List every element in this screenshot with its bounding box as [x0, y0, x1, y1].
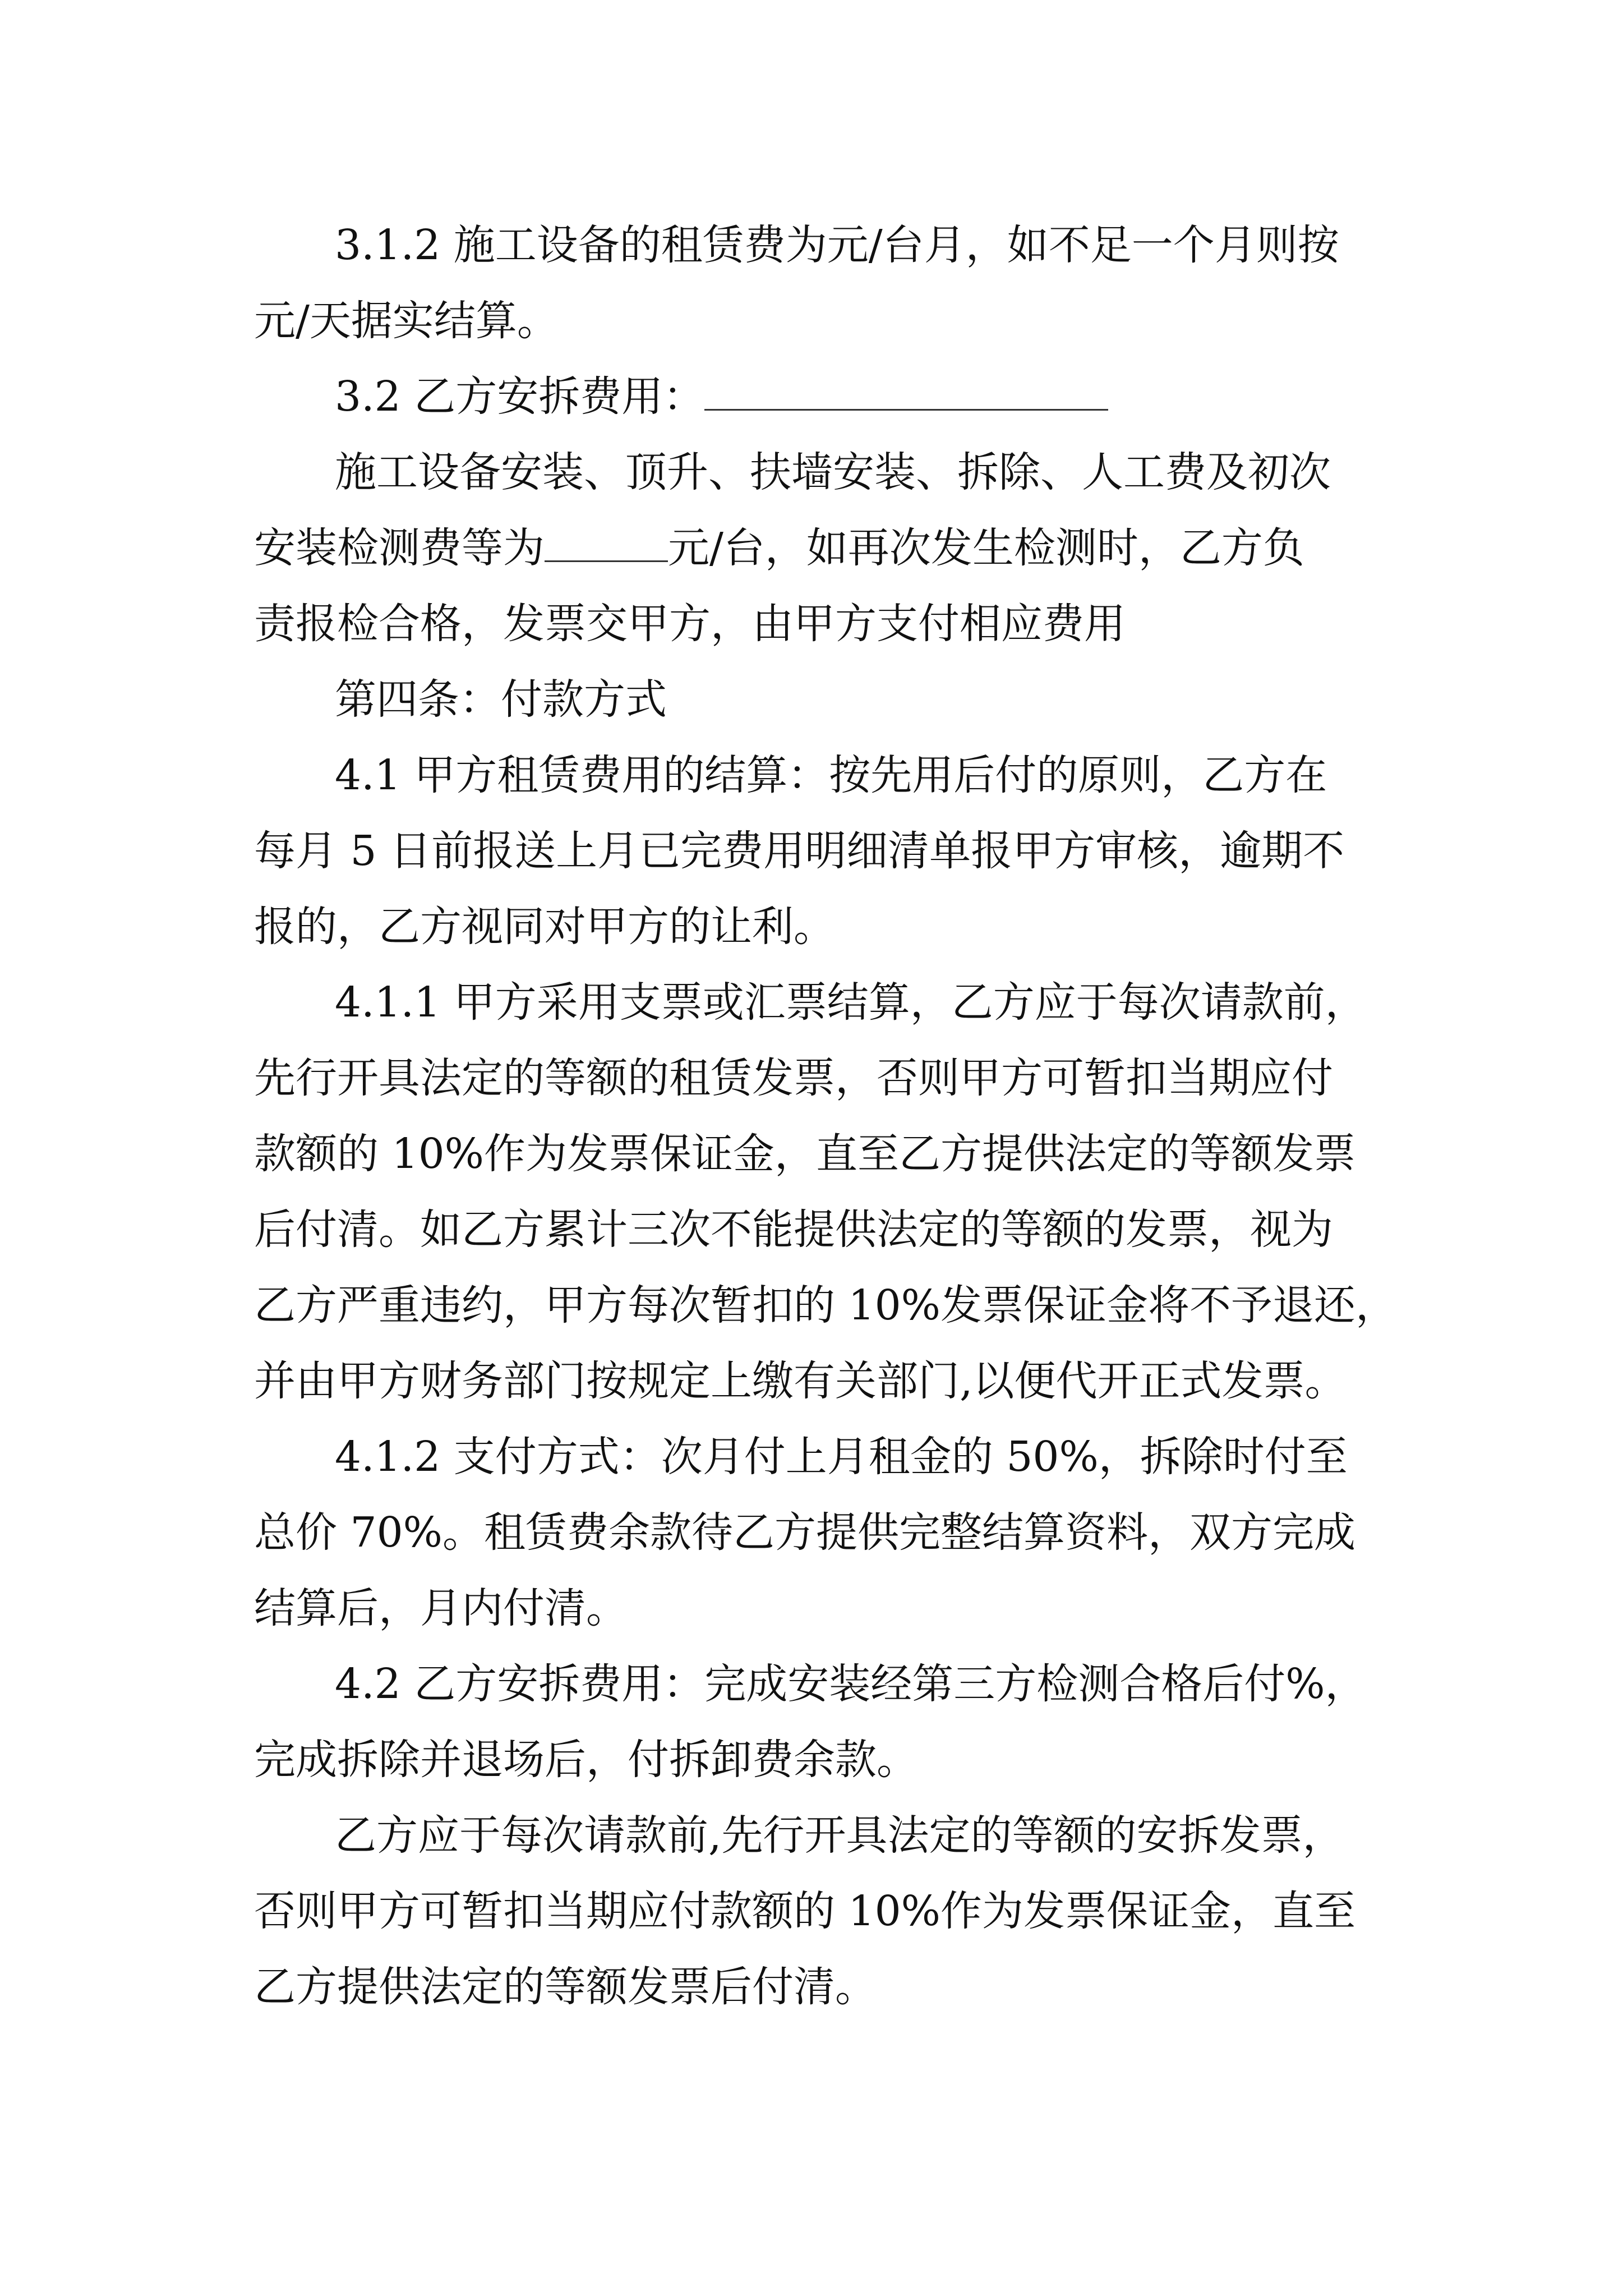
section-heading: 第四条：付款方式	[335, 675, 667, 724]
text-line: 结算后，月内付清。	[254, 1584, 628, 1632]
clause-heading: 3.2 乙方安拆费用：	[335, 372, 705, 421]
fill-in-blank	[704, 375, 1108, 411]
text-line: 施工设备安装、顶升、扶墙安装、拆除、人工费及初次	[335, 448, 1331, 496]
text-line: 先行开具法定的等额的租赁发票，否则甲方可暂扣当期应付	[254, 1054, 1333, 1102]
text-line: 元/天据实结算。	[254, 297, 559, 345]
fill-in-blank	[545, 527, 668, 562]
text-line: 乙方应于每次请款前,先行开具法定的等额的安拆发票，	[335, 1811, 1344, 1860]
text-line: 4.1 甲方租赁费用的结算：按先用后付的原则，乙方在	[335, 751, 1327, 799]
text-line: 乙方提供法定的等额发票后付清。	[254, 1963, 877, 2011]
text-line: 3.1.2 施工设备的租赁费为元/台月，如不足一个月则按	[335, 221, 1339, 269]
text-line: 4.1.1 甲方采用支票或汇票结算，乙方应于每次请款前，	[335, 978, 1367, 1027]
text-line: 4.2 乙方安拆费用：完成安装经第三方检测合格后付%，	[335, 1660, 1367, 1708]
text-line: 后付清。如乙方累计三次不能提供法定的等额的发票，视为	[254, 1205, 1333, 1254]
text-line: 每月 5 日前报送上月已完费用明细清单报甲方审核，逾期不	[254, 827, 1345, 875]
text-line: 报的，乙方视同对甲方的让利。	[254, 903, 835, 951]
text-line	[335, 371, 1108, 422]
text-line: 4.1.2 支付方式：次月付上月租金的 50%，拆除时付至	[335, 1433, 1348, 1481]
text-line: 否则甲方可暂扣当期应付款额的 10%作为发票保证金，直至	[254, 1887, 1355, 1935]
text-line: 完成拆除并退场后，付拆卸费余款。	[254, 1736, 918, 1784]
text-line: 乙方严重违约，甲方每次暂扣的 10%发票保证金将不予退还，	[254, 1281, 1397, 1329]
text-line: 总价 70%。租赁费余款待乙方提供完整结算资料，双方完成	[254, 1508, 1355, 1557]
text-segment: 元/台，如再次发生检测时，乙方负	[668, 524, 1304, 572]
text-line: 款额的 10%作为发票保证金，直至乙方提供法定的等额发票	[254, 1130, 1355, 1178]
text-segment: 安装检测费等为	[254, 524, 545, 572]
text-line	[254, 523, 1304, 573]
text-line: 并由甲方财务部门按规定上缴有关部门,以便代开正式发票。	[254, 1357, 1347, 1405]
text-line: 责报检合格，发票交甲方，由甲方支付相应费用	[254, 600, 1126, 648]
